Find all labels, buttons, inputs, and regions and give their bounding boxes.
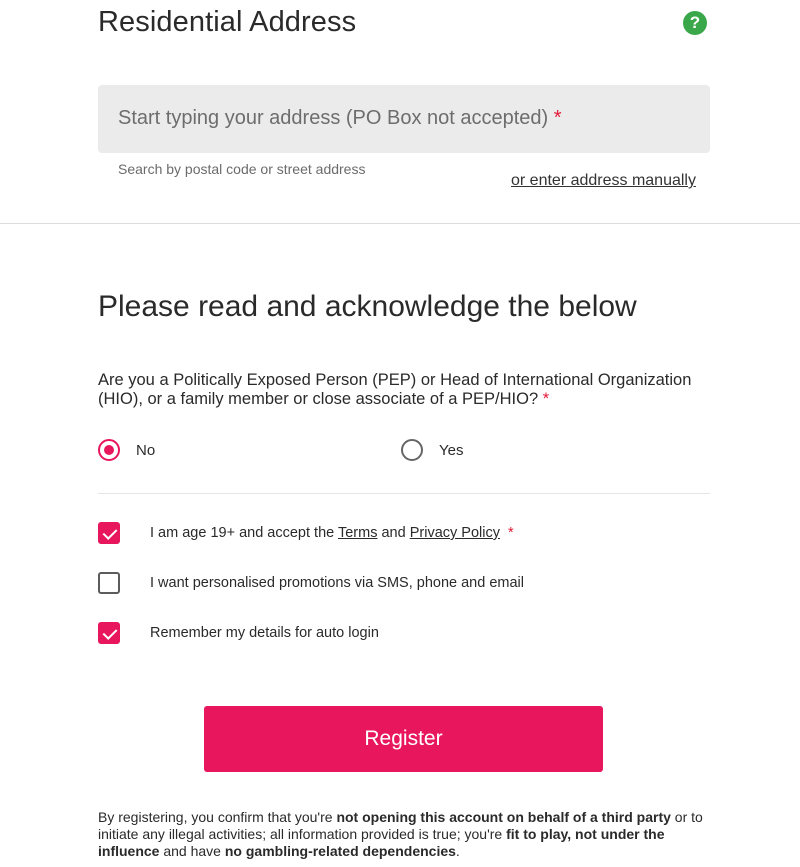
options-divider bbox=[98, 493, 710, 494]
remember-row bbox=[98, 621, 379, 645]
address-placeholder: Start typing your address (PO Box not accepted) * bbox=[118, 107, 562, 129]
promotions-row bbox=[98, 571, 524, 595]
required-asterisk: * bbox=[553, 107, 562, 129]
age-terms-checkbox[interactable] bbox=[98, 522, 120, 544]
required-asterisk: * bbox=[508, 525, 514, 541]
legal-disclaimer: By registering, you confirm that you're not opening this account on behalf of a third party or to initiate any illegal activities; all information provided is true; you're fit to play, not under the influence and have no gambling-related dependencies. bbox=[98, 809, 703, 859]
required-asterisk: * bbox=[542, 390, 550, 408]
promotions-checkbox[interactable] bbox=[98, 572, 120, 594]
pep-option-no[interactable] bbox=[98, 437, 155, 463]
age-terms-label: I am age 19+ and accept the Terms and Privacy Policy * bbox=[150, 525, 514, 541]
remember-checkbox[interactable] bbox=[98, 622, 120, 644]
remember-label: Remember my details for auto login bbox=[150, 625, 379, 641]
radio-no-label: No bbox=[136, 441, 156, 459]
section-divider bbox=[0, 223, 800, 224]
address-hint: Search by postal code or street address bbox=[118, 161, 366, 177]
enter-address-manually-link[interactable]: or enter address manually bbox=[511, 172, 696, 189]
privacy-policy-link[interactable]: Privacy Policy bbox=[409, 525, 500, 541]
promotions-label: I want personalised promotions via SMS, phone and email bbox=[150, 575, 524, 591]
terms-link[interactable]: Terms bbox=[337, 525, 378, 541]
age-terms-row bbox=[98, 521, 514, 545]
radio-yes-label: Yes bbox=[439, 441, 464, 459]
acknowledge-title: Please read and acknowledge the below bbox=[98, 290, 637, 323]
radio-yes[interactable] bbox=[401, 439, 423, 461]
pep-option-yes[interactable] bbox=[401, 437, 463, 463]
page-title: Residential Address bbox=[98, 6, 357, 38]
pep-question: Are you a Politically Exposed Person (PEP) or Head of International Organization (HIO), or a family member or close associate of a PEP/HIO? * bbox=[98, 371, 692, 408]
help-icon[interactable]: ? bbox=[683, 11, 707, 35]
address-search-field[interactable] bbox=[98, 85, 710, 153]
radio-no[interactable] bbox=[98, 439, 120, 461]
register-button[interactable]: Register bbox=[204, 706, 603, 772]
